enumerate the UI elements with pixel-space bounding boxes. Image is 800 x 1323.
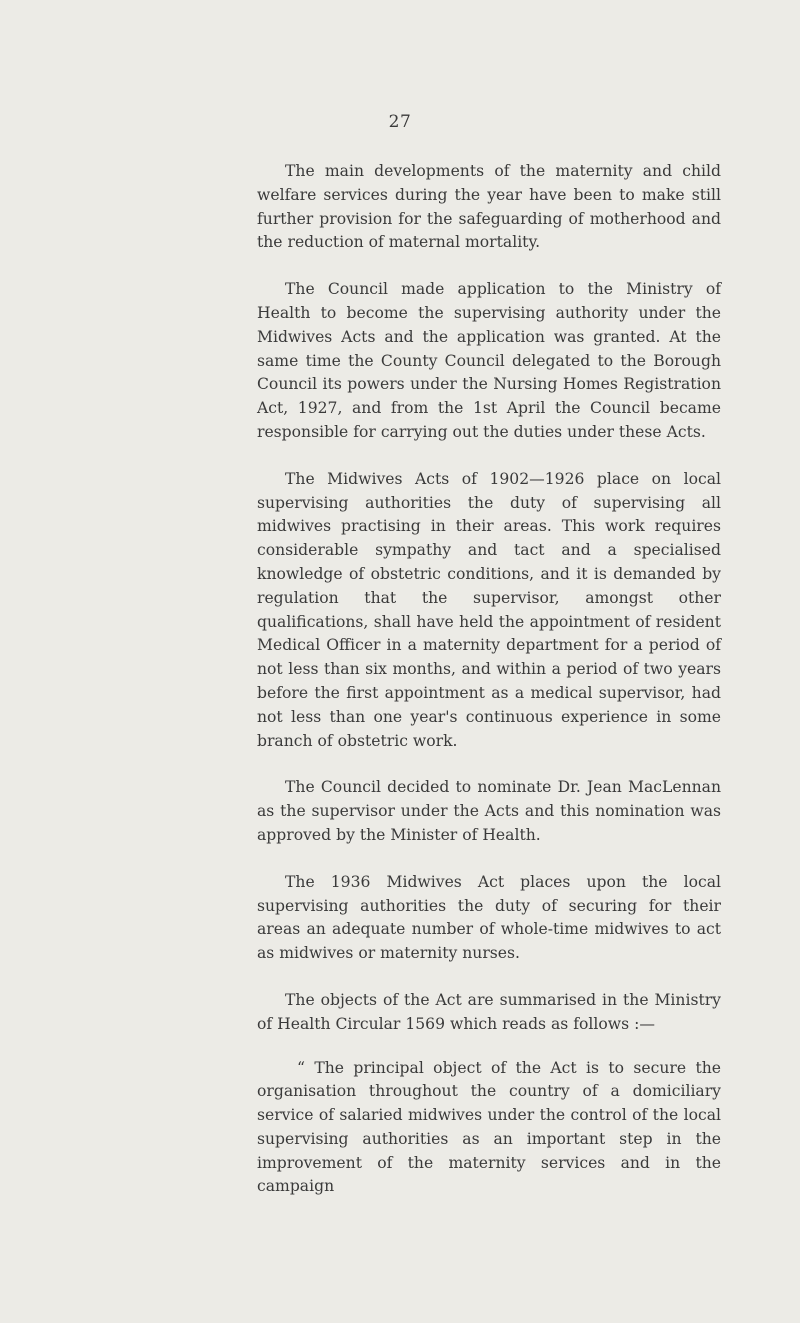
- page-number: 27: [388, 112, 412, 132]
- quoted-circular-text: “ The principal object of the Act is to secure the organisation throughout the country of a domiciliary service of salaried midwives under the control of the local supervising authorities as an important step in the improvement of the maternity services and in the campaign: [257, 1058, 721, 1196]
- body-text: [257, 160, 721, 1222]
- paragraph-developments: The main developments of the maternity and child welfare services during the year have been to make still further provision for the safeguarding of motherhood and the reduction of maternal mortality.: [257, 162, 721, 252]
- paragraph-supervising-authority: The Council made application to the Ministry of Health to become the supervising authority under the Midwives Acts and the application was granted. At the same time the County Council delegated to the Borough Council its powers under the Nursing Homes Registration Act, 1927, and from the 1st April the Council became responsible for carrying out the duties under these Acts.: [257, 280, 721, 441]
- paragraph-midwives-acts: The Midwives Acts of 1902—1926 place on local supervising authorities the duty of supervising all midwives practising in their areas. This work requires considerable sympathy and tact and a specialised knowledge of obstetric conditions, and it is demanded by regulation that the supervisor, amongst other qualifications, shall have held the appointment of resident Medical Officer in a maternity department for a period of not less than six months, and within a period of two years before the first appointment as a medical supervisor, had not less than one year's continuous experience in some branch of obstetric work.: [257, 469, 721, 750]
- paragraph-circular: The objects of the Act are summarised in the Ministry of Health Circular 1569 which reads as follows :—: [257, 990, 721, 1033]
- paragraph-supervisor-nomination: The Council decided to nominate Dr. Jean MacLennan as the supervisor under the Acts and this nomination was approved by the Minister of Health.: [257, 778, 721, 844]
- paragraph-1936-act: The 1936 Midwives Act places upon the local supervising authorities the duty of securing for their areas an adequate number of whole-time midwives to act as midwives or maternity nurses.: [257, 872, 721, 963]
